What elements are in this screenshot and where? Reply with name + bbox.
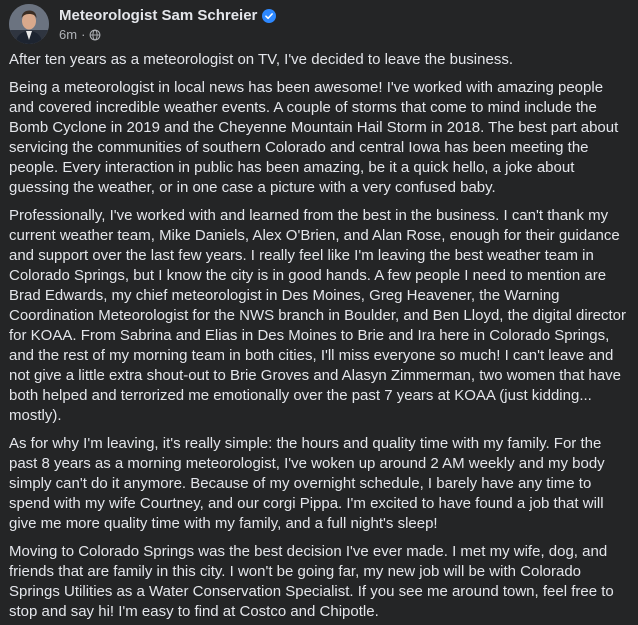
post-paragraph: As for why I'm leaving, it's really simple: the hours and quality time with my family. For the past 8 years as a morning meteorologist, I've woken up around 2 AM weekly and my body simply can't do it anymore. Because of my overnight schedule, I barely have any time to spend with my wife Courtney, and our corgi Pippa. I'm excited to have found a job that will give me more quality time with my family, and a full night's sleep! (9, 435, 605, 532)
post-time-row (59, 27, 276, 43)
post-meta (59, 6, 276, 43)
post-header (9, 4, 276, 44)
post-paragraph: After ten years as a meteorologist on TV, I've decided to leave the business. (9, 51, 513, 68)
globe-icon[interactable] (89, 29, 101, 41)
post-paragraph: Being a meteorologist in local news has been awesome! I've worked with amazing people and covered incredible weather events. A couple of storms that come to mind include the Bomb Cyclone in 2019 and the Cheyenne Mountain Hail Storm in 2018. The best part about servicing the communities of southern Colorado and central Iowa has been meeting the people. Every interaction in public has been amazing, be it a quick hello, a joke about guessing the weather, or in one case a picture with a very confused baby. (9, 79, 619, 196)
post-paragraph: Professionally, I've worked with and learned from the best in the business. I can't thank my current weather team, Mike Daniels, Alex O'Brien, and Alan Rose, enough for their guidance and support over the last few years. I really feel like I'm leaving the best weather team in Colorado Springs, but I know the city is in good hands. A few people I need to mention are Brad Edwards, my chief meteorologist in Des Moines, Greg Heavener, the Warning Coordination Meteorologist for the NWS branch in Boulder, and Ben Lloyd, the digital director for KOAA. From Sabrina and Elias in Des Moines to Brie and Ira here in Colorado Springs, and the rest of my morning team in both cities, I'll miss everyone so much! I can't leave and not give a little extra shout-out to Brie Groves and Alasyn Zimmerman, two women that have both helped and terrorized me emotionally over the past 7 years at KOAA (just kidding... mostly). (9, 207, 627, 424)
author-avatar[interactable] (9, 4, 49, 44)
author-row (59, 6, 276, 26)
post-paragraph: Moving to Colorado Springs was the best decision I've ever made. I met my wife, dog, and friends that are family in this city. I won't be going far, my new job will be with Colorado Springs Utilities as a Water Conservation Specialist. If you see me around town, feel free to stop and say hi! I'm easy to find at Costco and Chipotle. (9, 543, 614, 620)
post-timestamp[interactable]: 6m (59, 26, 78, 42)
verified-badge-icon (262, 9, 276, 23)
time-separator: · (81, 26, 86, 42)
author-name[interactable]: Meteorologist Sam Schreier (59, 6, 258, 24)
avatar-image (9, 4, 49, 44)
post-body (9, 50, 631, 625)
